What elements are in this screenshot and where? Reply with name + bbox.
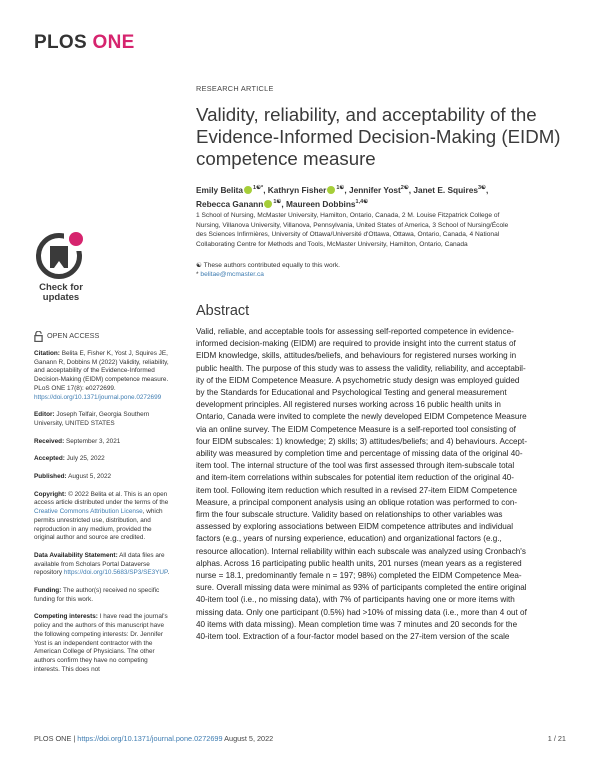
open-access-badge (34, 331, 172, 342)
check-for-updates-badge[interactable] (34, 233, 88, 303)
funding-block: Funding: The author(s) received no specific funding for this work. (34, 587, 160, 603)
citation-doi-link[interactable]: https://doi.org/10.1371/journal.pone.0272699 (34, 393, 162, 401)
orcid-icon[interactable] (264, 200, 272, 208)
competing-interests-block: Competing interests: I have read the journal's policy and the authors of this manuscript have the following competing interests: Dr. Jennifer Yost is an independent contractor with the American College of Physicians. The other authors confirm they have no competing interests. This does not (34, 613, 168, 673)
abstract-body: Valid, reliable, and acceptable tools for assessing self-reported competence in evidence- informed decision-making (EIDM) are required to provide insight into the current status of EIDM knowledge, skills, attitudes/beliefs, and behaviours for registered nurses working in public health. The purpose of this study was to assess the validity, reliability, and acceptabil- ity of the EIDM Competence Measure. A psychometric study design was employed guided by the Standards for Educational and Psychological Testing and general measurement development principles. All registered nurses working across 16 public health units in Ontario, Canada were invited to complete the newly developed EIDM Competence Measure via an online survey. The EIDM Competence Measure is a self-reported tool consisting of four EIDM subscales: 1) knowledge; 2) skills; 3) attitudes/beliefs; and 4) behaviours. Accept- ability was measured by completion time and percentage of missing data of the original 40- item tool. The internal structure of the tool was first assessed through item-subscale total and item-item correlations within subscales for potential item reduction of the original 40- item tool. Following item reduction which resulted in a revised 27-item EIDM Competence Measure, a principal component analysis using an oblique rotation was performed to con- firm the four subscale structure. Validity based on relationships to other variables was assessed by exploring associations between EIDM competence attributes and individual factors (e.g., years of nursing experience, education) and organizational factors (e.g., resource allocation). Internal reliability within each subscale was analyzed using Cronbach's alphas. Across 16 participating public health units, 201 nurses (mean years as a registered nurse = 18.1, predominantly female n = 197; 98%) completed the EIDM Competence Mea- sure. Overall missing data were minimal as 93% of participants completed the entire original 40-item tool (i.e., no missing data), with 7% of participants having one or more items with missing data. Only one participant (0.5%) had >10% of missing data (i.e., more than 4 out of 40 items with data missing). Mean completion time was 7 minutes and 20 seconds for the 40-item tool. Extraction of a four-factor model based on the 27-item version of the scale (196, 327, 528, 642)
license-link[interactable]: Creative Commons Attribution License (34, 508, 143, 516)
check-updates-line2: updates (42, 292, 80, 303)
citation-block: Citation: Belita E, Fisher K, Yost J, Squires JE, Ganann R, Dobbins M (2022) Validity, reliability, and acceptability of the Evidence-Informed Decision-Making (EIDM) competence measure. PLoS ONE 17(8): e0272699. https://doi.org/10.1371/journal.pone.0272699 (34, 350, 169, 401)
corresponding-email-link[interactable]: belitae@mcmaster.ca (200, 271, 264, 279)
published-block: Published: August 5, 2022 (34, 473, 112, 481)
equal-contribution-note: ☯ These authors contributed equally to this work. (196, 262, 340, 269)
dataverse-doi-link[interactable]: https://doi.org/10.5683/SP3/SE3YUP (63, 569, 168, 577)
author-list: Emily Belita $^{1☯*}$, Kathryn Fisher $^{1☯}$, Jennifer Yost$^{2☯}$, Janet E. Squires$^{3☯}$, Rebecca Ganann $^{1☯}$, Maureen Dobbins$^{1,4☯}$ (196, 184, 489, 209)
orcid-icon[interactable] (244, 186, 252, 194)
article-title: Validity, reliability, and acceptability of the Evidence-Informed Decision-Making (EIDM) competence measure (196, 104, 561, 169)
open-lock-icon (34, 331, 43, 342)
page-footer (34, 734, 566, 743)
journal-name-one: ONE (92, 32, 135, 53)
copyright-block: Copyright: © 2022 Belita et al. This is an open access article distributed under the terms of the Creative Commons Attribution License, which permits unrestricted use, distribution, and reproduction in any medium, provided the original author and source are credited. (34, 490, 169, 542)
data-availability-block: Data Availability Statement: All data files are available from Scholars Portal Dataverse repository https://doi.org/10.5683/SP3/SE3YUP. (34, 551, 170, 577)
affiliations: 1 School of Nursing, McMaster University, Hamilton, Ontario, Canada, 2 M. Louise Fitzpatrick College of Nursing, Villanova University, Villanova, Pennsylvania, United States of America, 3 School of Nursing/École des Sciences Infirmières, University of Ottawa/Université d'Ottawa, Ottawa, Ontario, Canada, 4 National Collaborating Centre for Methods and Tools, McMaster University, Hamilton, Ontario, Canada (196, 212, 509, 248)
editor-block: Editor: Joseph Telfair, Georgia Southern University, UNITED STATES (34, 411, 150, 427)
abstract-heading: Abstract (196, 303, 250, 319)
accepted-block: Accepted: July 25, 2022 (34, 455, 105, 463)
author-name[interactable]: , Jennifer Yost (344, 184, 401, 195)
page-number: 1 / 21 (547, 734, 566, 743)
footer-doi-link[interactable]: https://doi.org/10.1371/journal.pone.0272699 (77, 734, 223, 743)
author-name[interactable]: , Janet E. Squires (408, 184, 478, 195)
corresponding-email-line: * belitae@mcmaster.ca (196, 271, 264, 279)
journal-logo (34, 32, 135, 54)
check-updates-line1: Check for (39, 282, 83, 293)
footer-date: August 5, 2022 (222, 734, 274, 743)
orcid-icon[interactable] (327, 186, 335, 194)
author-name[interactable]: Emily Belita (196, 184, 244, 195)
journal-name-plos: PLOS (34, 32, 87, 53)
footer-journal: PLOS ONE | (34, 734, 78, 743)
open-access-label: OPEN ACCESS (47, 331, 100, 341)
author-name[interactable]: , Kathryn Fisher (263, 184, 327, 195)
article-type-label: RESEARCH ARTICLE (196, 84, 274, 93)
author-name[interactable]: , Maureen Dobbins (281, 198, 356, 209)
author-notes (196, 261, 576, 280)
received-block: Received: September 3, 2021 (34, 437, 121, 445)
bookmark-icon (36, 233, 82, 279)
article-info-sidebar (34, 331, 172, 683)
author-name[interactable]: Rebecca Ganann (196, 198, 264, 209)
